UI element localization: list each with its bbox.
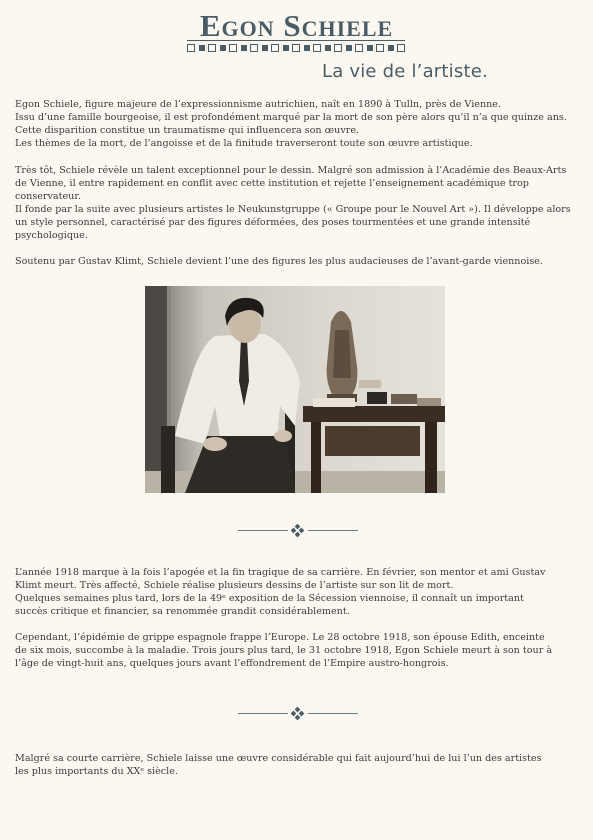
text-line: les plus importants du XXᵉ siècle. (15, 766, 178, 777)
diamond-ornament-icon (291, 707, 305, 721)
diamond-ornament-icon (291, 524, 305, 538)
legacy-paragraph (15, 752, 580, 778)
text-line: Egon Schiele, figure majeure de l’expressionnisme autrichien, naît en 1890 à Tulln, près de Vienne. (15, 99, 502, 110)
page-subtitle: La vie de l’artiste. (322, 61, 488, 82)
artist-photograph (145, 286, 445, 493)
text-line: L’année 1918 marque à la fois l’apogée et la fin tragique de sa carrière. En février, son mentor et ami Gustav (15, 567, 546, 578)
title-ornament-pattern (187, 40, 405, 52)
text-line: Quelques semaines plus tard, lors de la 49ᵉ exposition de la Sécession viennoise, il connaît un important (15, 593, 524, 604)
text-line: Cependant, l’épidémie de grippe espagnole frappe l’Europe. Le 28 octobre 1918, son épouse Edith, enceinte (15, 632, 545, 643)
text-line: succès critique et financier, sa renommée grandit considérablement. (15, 606, 350, 617)
text-line: de six mois, succombe à la maladie. Trois jours plus tard, le 31 octobre 1918, Egon Schiele meurt à son tour à (15, 645, 553, 656)
year-1918-paragraph (15, 566, 580, 618)
death-paragraph (15, 631, 580, 670)
intro-paragraph (15, 98, 580, 150)
text-line: Malgré sa courte carrière, Schiele laisse une œuvre considérable qui fait aujourd’hui de lui l’un des artistes (15, 753, 542, 764)
text-line: Klimt meurt. Très affecté, Schiele réalise plusieurs dessins de l’artiste sur son lit de mort. (15, 580, 454, 591)
training-paragraph: Très tôt, Schiele révèle un talent exceptionnel pour le dessin. Malgré son admission à l’Académie des Beaux-Arts de Vienne, il entre rapidement en conflit avec cette institution et rejette l’enseignement académique trop conservateur. (15, 165, 567, 202)
neukunstgruppe-paragraph: Il fonde par la suite avec plusieurs artistes le Neukunstgruppe (« Groupe pour le Nouvel Art »). Il développe alors un style personnel, caractérisé par des figures déformées, des poses tourmentées et une grande intensité psychologique. (15, 204, 571, 241)
text-line: Issu d’une famille bourgeoise, il est profondément marqué par la mort de son père alors qu’il n’a que quinze ans. (15, 112, 567, 123)
text-line: Les thèmes de la mort, de l’angoisse et de la finitude traverseront toute son œuvre artistique. (15, 138, 473, 149)
section-divider (238, 707, 358, 721)
section-divider (238, 524, 358, 538)
text-line: l’âge de vingt-huit ans, quelques jours avant l’effondrement de l’Empire austro-hongrois. (15, 658, 449, 669)
page-title: Egon Schiele (199, 8, 394, 43)
klimt-paragraph: Soutenu par Gustav Klimt, Schiele devient l’une des figures les plus audacieuses de l’avant-garde viennoise. (15, 256, 543, 267)
text-line: Cette disparition constitue un traumatisme qui influencera son œuvre. (15, 125, 360, 136)
